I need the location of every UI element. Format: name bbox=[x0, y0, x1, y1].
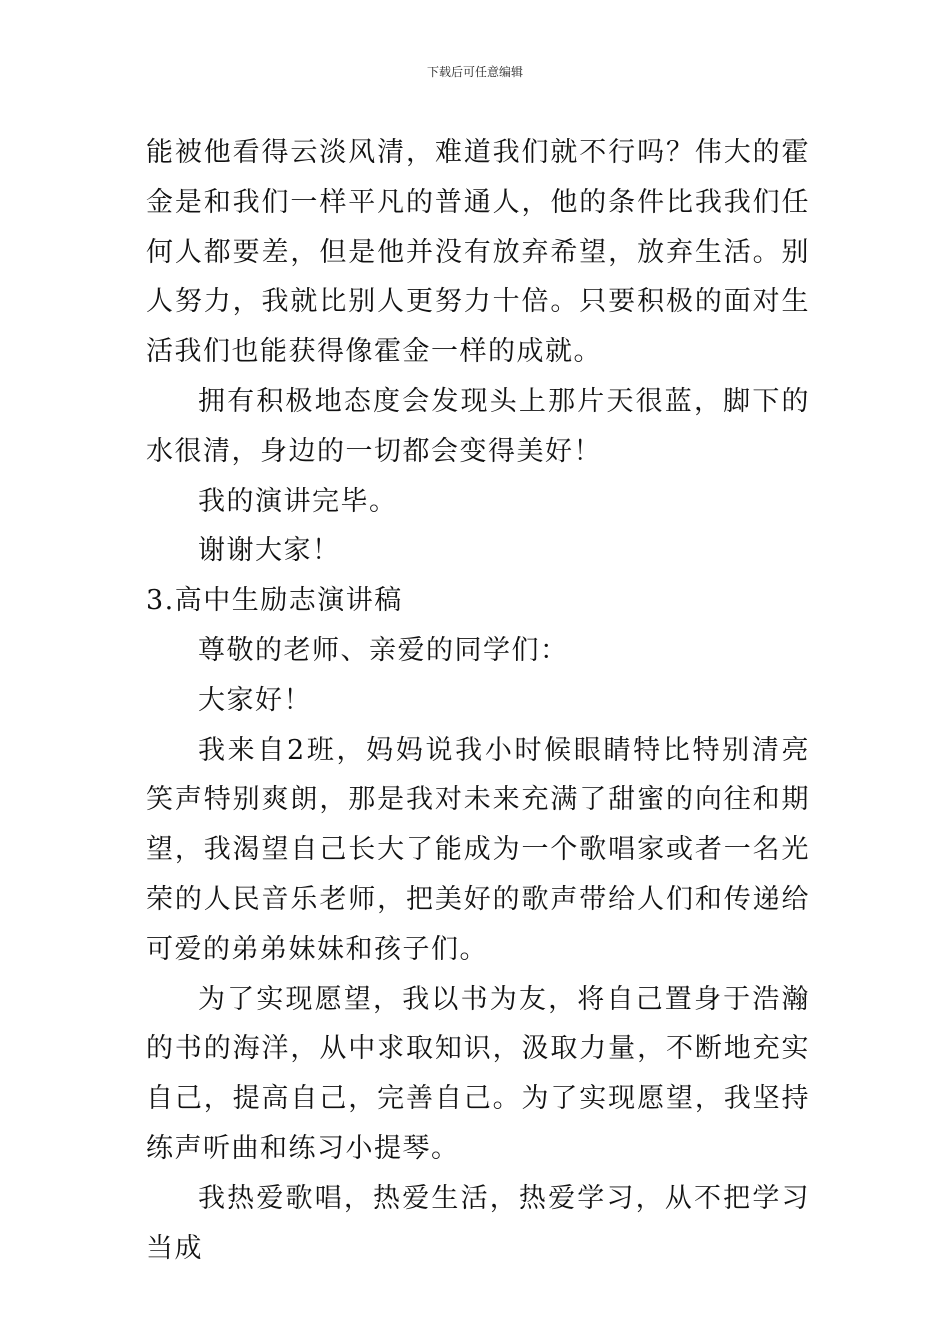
paragraph: 我热爱歌唱，热爱生活，热爱学习，从不把学习当成 bbox=[146, 1182, 810, 1264]
paragraph: 我来自2班，妈妈说我小时候眼睛特比特别清亮笑声特别爽朗，那是我对未来充满了甜蜜的向往和期望，我渴望自己长大了能成为一个歌唱家或者一名光荣的人民音乐老师，把美好的歌声带给人们和传递给可爱的弟弟妹妹和孩子们。 bbox=[146, 734, 810, 965]
section-heading: 3.高中生励志演讲稿 bbox=[146, 585, 403, 617]
page-header: 下载后可任意编辑 bbox=[426, 65, 523, 79]
paragraph: 谢谢大家！ bbox=[198, 535, 341, 567]
greeting: 大家好！ bbox=[198, 684, 312, 716]
salutation: 尊敬的老师、亲爱的同学们： bbox=[198, 634, 569, 666]
paragraph: 我的演讲完毕。 bbox=[198, 485, 398, 517]
document-body bbox=[146, 128, 810, 1273]
paragraph: 能被他看得云淡风清，难道我们就不行吗？伟大的霍金是和我们一样平凡的普通人，他的条件比我我们任何人都要差，但是他并没有放弃希望，放弃生活。别人努力，我就比别人更努力十倍。只要积极的面对生活我们也能获得像霍金一样的成就。 bbox=[146, 137, 810, 368]
paragraph: 为了实现愿望，我以书为友，将自己置身于浩瀚的书的海洋，从中求取知识，汲取力量，不断地充实自己，提高自己，完善自己。为了实现愿望，我坚持练声听曲和练习小提琴。 bbox=[146, 983, 810, 1164]
paragraph: 拥有积极地态度会发现头上那片天很蓝，脚下的水很清，身边的一切都会变得美好！ bbox=[146, 385, 810, 467]
